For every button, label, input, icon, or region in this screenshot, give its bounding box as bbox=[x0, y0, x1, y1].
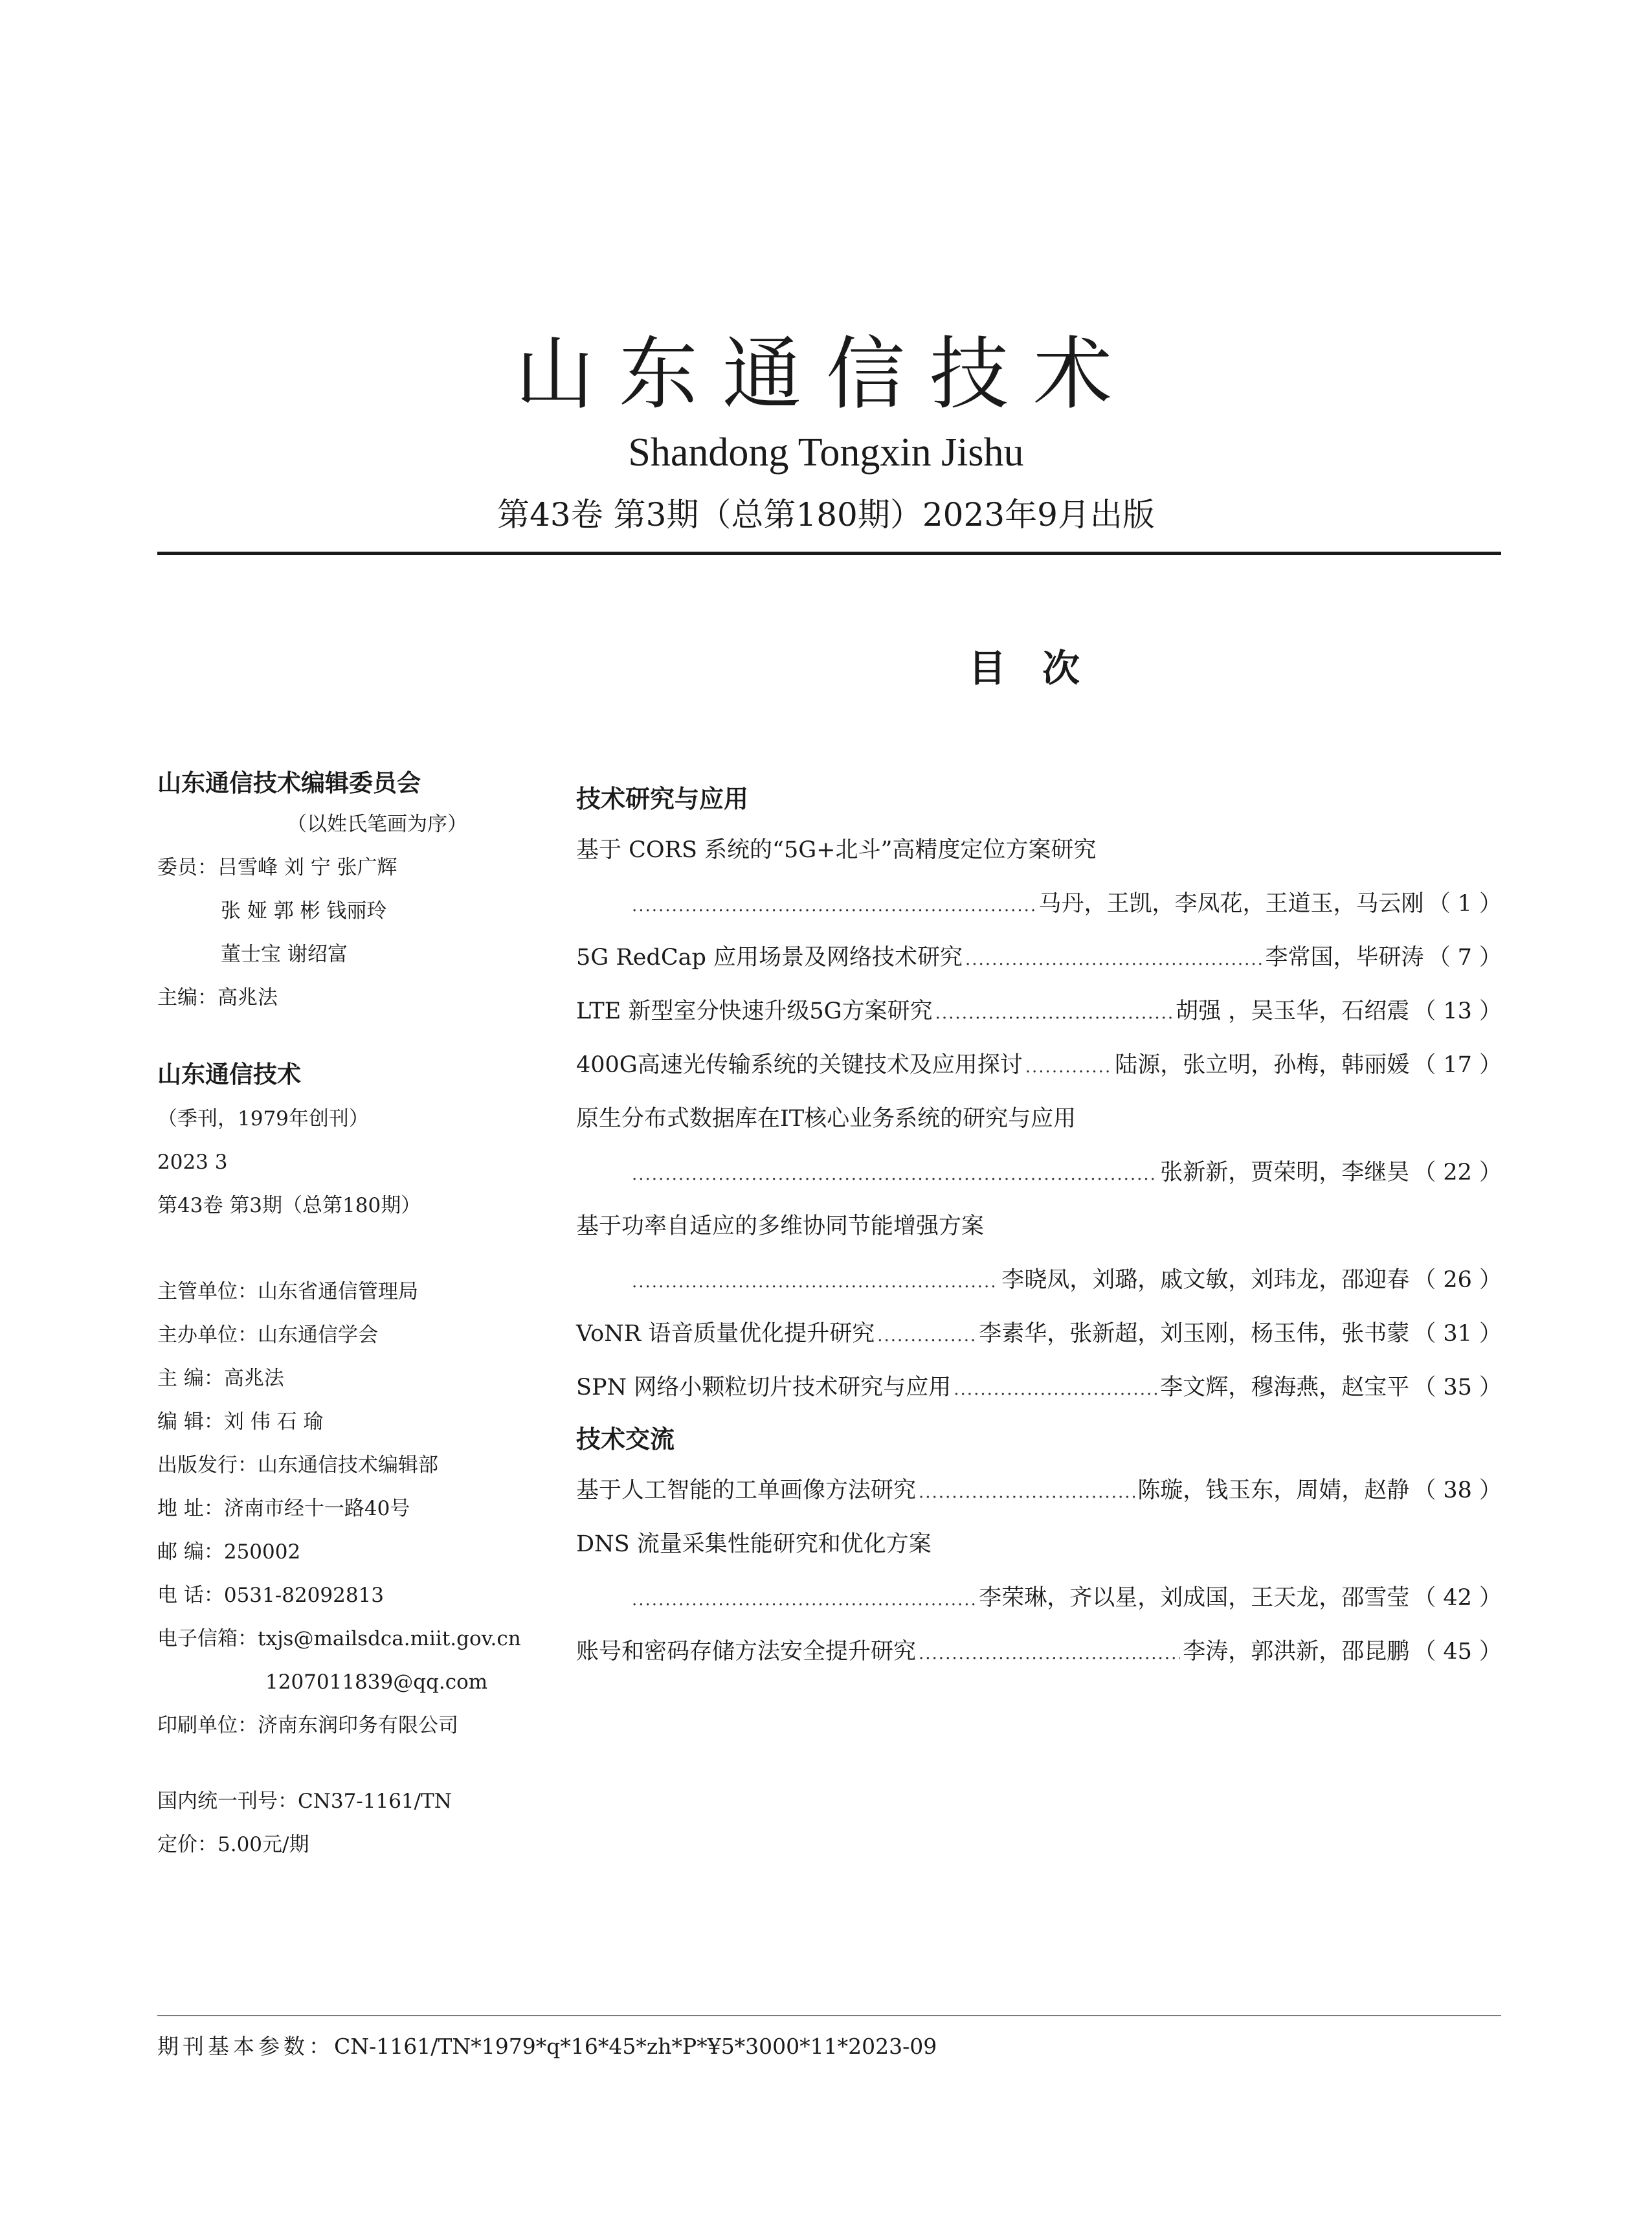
article-page: （ 31 ） bbox=[1413, 1321, 1502, 1347]
dot-leader bbox=[1025, 1040, 1112, 1094]
journal-parameters bbox=[157, 2030, 937, 2060]
toc-entry bbox=[576, 1571, 1502, 1625]
toc-entry-title bbox=[576, 1518, 1502, 1571]
article-title: 400G高速光传输系统的关键技术及应用探讨 bbox=[576, 1052, 1023, 1078]
printer: 印刷单位：济南东润印务有限公司 bbox=[157, 1714, 458, 1737]
competent-unit: 主管单位：山东省通信管理局 bbox=[157, 1280, 418, 1303]
sponsor-unit: 主办单位：山东通信学会 bbox=[157, 1323, 378, 1347]
section-title: 技术研究与应用 bbox=[576, 785, 749, 813]
article-title: 基于 CORS 系统的“5G+北斗”高精度定位方案研究 bbox=[576, 837, 1097, 863]
email-address: txjs@mailsdca.miit.gov.cn bbox=[258, 1627, 521, 1650]
article-authors: 张新新，贾荣明，李继昊 bbox=[1160, 1160, 1410, 1186]
article-page: （ 17 ） bbox=[1413, 1052, 1502, 1078]
article-authors: 李涛，郭洪新，邵昆鹏 bbox=[1183, 1639, 1410, 1665]
serial-number: 国内统一刊号：CN37-1161/TN bbox=[157, 1790, 452, 1813]
board-members-line: 委员：吕雪峰 刘 宁 张广辉 bbox=[157, 856, 397, 879]
toc-entry-title bbox=[576, 824, 1502, 877]
article-authors: 马丹，王凯，李凤花，王道玉，马云刚 bbox=[1038, 891, 1424, 917]
article-title: 基于功率自适应的多维协同节能增强方案 bbox=[576, 1213, 985, 1239]
article-page: （ 7 ） bbox=[1427, 945, 1502, 971]
article-page: （ 1 ） bbox=[1427, 891, 1502, 917]
board-members-line: 董士宝 谢绍富 bbox=[221, 943, 348, 966]
journal-title-cn: 山东通信技术 bbox=[515, 328, 1137, 420]
article-title: VoNR 语音质量优化提升研究 bbox=[576, 1321, 875, 1347]
article-title: 5G RedCap 应用场景及网络技术研究 bbox=[576, 945, 963, 971]
toc-entry bbox=[576, 1307, 1502, 1361]
dot-leader bbox=[965, 933, 1262, 987]
section-title: 技术交流 bbox=[576, 1425, 675, 1454]
article-title: DNS 流量采集性能研究和优化方案 bbox=[576, 1531, 932, 1557]
editors: 编 辑：刘 伟 石 瑜 bbox=[157, 1410, 324, 1433]
toc-entry bbox=[576, 1039, 1502, 1092]
article-authors: 李素华，张新超，刘玉刚，杨玉伟，张书蒙 bbox=[979, 1321, 1410, 1347]
article-authors: 李常国，毕研涛 bbox=[1265, 945, 1424, 971]
article-title: 账号和密码存储方法安全提升研究 bbox=[576, 1639, 917, 1665]
year-issue: 2023 3 bbox=[157, 1151, 228, 1174]
toc-entry bbox=[576, 1361, 1502, 1415]
article-title: SPN 网络小颗粒切片技术研究与应用 bbox=[576, 1375, 952, 1400]
toc-entry bbox=[576, 1464, 1502, 1518]
dot-leader bbox=[919, 1627, 1180, 1681]
email-line bbox=[157, 1617, 520, 1661]
dot-leader bbox=[632, 1573, 976, 1627]
dot-leader bbox=[954, 1363, 1157, 1417]
email-address-2: 1207011839@qq.com bbox=[265, 1670, 488, 1694]
phone: 电 话：0531-82092813 bbox=[157, 1584, 385, 1607]
parameters-value: CN-1161/TN*1979*q*16*45*zh*P*¥5*3000*11*2023-09 bbox=[334, 2034, 937, 2059]
board-chief-editor: 主编：高兆法 bbox=[157, 986, 278, 1009]
magazine-note: （季刊，1979年创刊） bbox=[157, 1107, 369, 1130]
toc-entry-title bbox=[576, 1092, 1502, 1146]
dot-leader bbox=[877, 1309, 976, 1363]
article-title: 原生分布式数据库在IT核心业务系统的研究与应用 bbox=[576, 1106, 1077, 1132]
toc-entry-title bbox=[576, 1200, 1502, 1254]
postcode: 邮 编：250002 bbox=[157, 1540, 301, 1564]
price: 定价：5.00元/期 bbox=[157, 1833, 309, 1856]
publisher: 出版发行：山东通信技术编辑部 bbox=[157, 1454, 438, 1477]
table-of-contents bbox=[576, 774, 1502, 1679]
toc-entry bbox=[576, 1625, 1502, 1679]
article-page: （ 45 ） bbox=[1413, 1639, 1502, 1665]
dot-leader bbox=[632, 879, 1036, 933]
article-title: LTE 新型室分快速升级5G方案研究 bbox=[576, 998, 933, 1024]
toc-entry bbox=[576, 985, 1502, 1039]
issue-line: 第43卷 第3期（总第180期）2023年9月出版 bbox=[497, 496, 1155, 534]
toc-heading: 目次 bbox=[968, 646, 1116, 690]
article-page: （ 22 ） bbox=[1413, 1160, 1502, 1186]
address: 地 址：济南市经十一路40号 bbox=[157, 1497, 410, 1520]
article-authors: 胡强 ，吴玉华，石绍震 bbox=[1176, 998, 1410, 1024]
board-members-line: 张 娅 郭 彬 钱丽玲 bbox=[221, 899, 387, 923]
article-page: （ 38 ） bbox=[1413, 1478, 1502, 1503]
dot-leader bbox=[632, 1255, 999, 1309]
editorial-info-column bbox=[157, 764, 520, 1867]
article-authors: 李荣琳，齐以星，刘成国，王天龙，邵雪莹 bbox=[979, 1585, 1410, 1611]
article-authors: 李晓凤，刘璐，戚文敏，刘玮龙，邵迎春 bbox=[1001, 1267, 1410, 1293]
dot-leader bbox=[632, 1148, 1157, 1202]
journal-title-en: Shandong Tongxin Jishu bbox=[628, 431, 1024, 475]
editorial-board-title: 山东通信技术编辑委员会 bbox=[157, 769, 421, 797]
magazine-title: 山东通信技术 bbox=[157, 1061, 301, 1088]
email-label: 电子信箱： bbox=[157, 1627, 258, 1650]
article-authors: 李文辉，穆海燕，赵宝平 bbox=[1160, 1375, 1410, 1400]
toc-entry bbox=[576, 1254, 1502, 1307]
article-page: （ 35 ） bbox=[1413, 1375, 1502, 1400]
board-order-note: （以姓氏笔画为序） bbox=[287, 813, 467, 836]
article-page: （ 13 ） bbox=[1413, 998, 1502, 1024]
editor-in-chief: 主 编：高兆法 bbox=[157, 1367, 284, 1390]
toc-entry bbox=[576, 931, 1502, 985]
article-title: 基于人工智能的工单画像方法研究 bbox=[576, 1478, 917, 1503]
dot-leader bbox=[919, 1466, 1135, 1520]
parameters-label: 期刊基本参数： bbox=[157, 2034, 334, 2059]
article-page: （ 26 ） bbox=[1413, 1267, 1502, 1293]
header-rule bbox=[157, 552, 1501, 555]
toc-entry bbox=[576, 877, 1502, 931]
dot-leader bbox=[935, 987, 1173, 1040]
volume-info: 第43卷 第3期（总第180期） bbox=[157, 1194, 421, 1217]
toc-entry bbox=[576, 1146, 1502, 1200]
article-authors: 陈璇，钱玉东，周婧，赵静 bbox=[1137, 1478, 1410, 1503]
article-authors: 陆源，张立明，孙梅，韩丽媛 bbox=[1115, 1052, 1410, 1078]
article-page: （ 42 ） bbox=[1413, 1585, 1502, 1611]
footer-rule bbox=[157, 2015, 1501, 2016]
